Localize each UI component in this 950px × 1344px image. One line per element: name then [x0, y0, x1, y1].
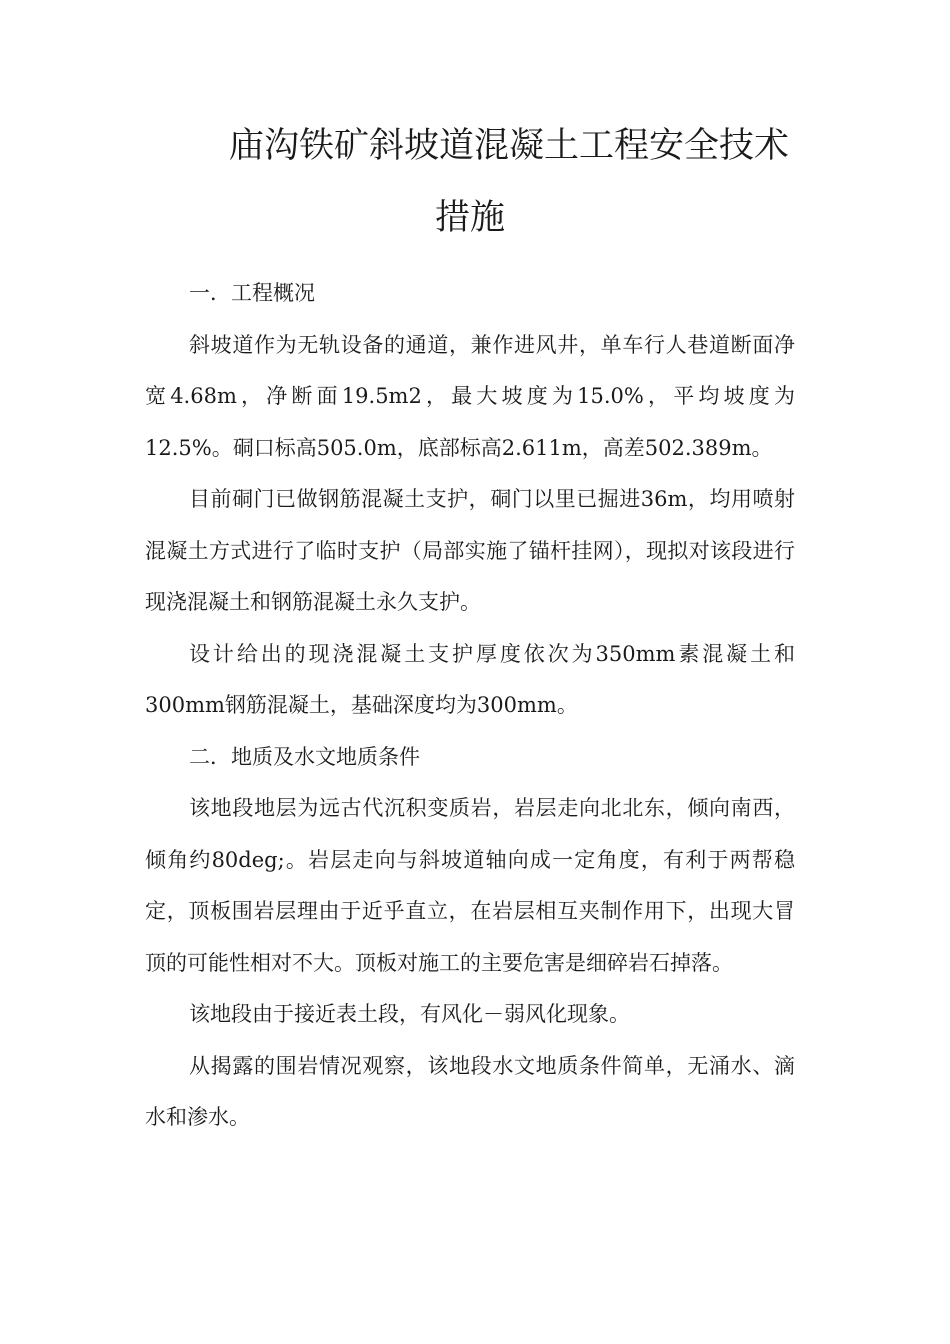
- paragraph-design-thickness: 设计给出的现浇混凝土支护厚度依次为350mm素混凝土和300mm钢筋混凝土，基础深度均为300mm。: [145, 641, 795, 717]
- section-heading-geology: 二．地质及水文地质条件: [189, 744, 420, 769]
- paragraph-strata: 该地段地层为远古代沉积变质岩，岩层走向北北东，倾向南西，倾角约80deg;。岩层走向与斜坡道轴向成一定角度，有利于两帮稳定，顶板围岩层理由于近乎直立，在岩层相互夹制作用下，出现大冒顶的可能性相对不大。顶板对施工的主要危害是细碎岩石掉落。: [145, 796, 795, 975]
- paragraph-hydrogeology: 从揭露的围岩情况观察，该地段水文地质条件简单，无涌水、滴水和渗水。: [145, 1053, 795, 1129]
- section-heading-overview: 一．工程概况: [189, 281, 315, 305]
- paragraph-current-support: 目前硐门已做钢筋混凝土支护，硐门以里已掘进36m，均用喷射混凝土方式进行了临时支护（局部实施了锚杆挂网），现拟对该段进行现浇混凝土和钢筋混凝土永久支护。: [145, 487, 795, 614]
- paragraph-slope-description: 斜坡道作为无轨设备的通道，兼作进风井，单车行人巷道断面净宽4.68m，净断面19.5m2，最大坡度为15.0%，平均坡度为12.5%。硐口标高505.0m，底部标高2.611m，高差502.389m。: [145, 332, 795, 460]
- paragraph-weathering: 该地段由于接近表土段，有风化－弱风化现象。: [189, 1002, 630, 1026]
- document-body: [145, 268, 795, 1144]
- document-title: 庙沟铁矿斜坡道混凝土工程安全技术措施: [228, 126, 789, 238]
